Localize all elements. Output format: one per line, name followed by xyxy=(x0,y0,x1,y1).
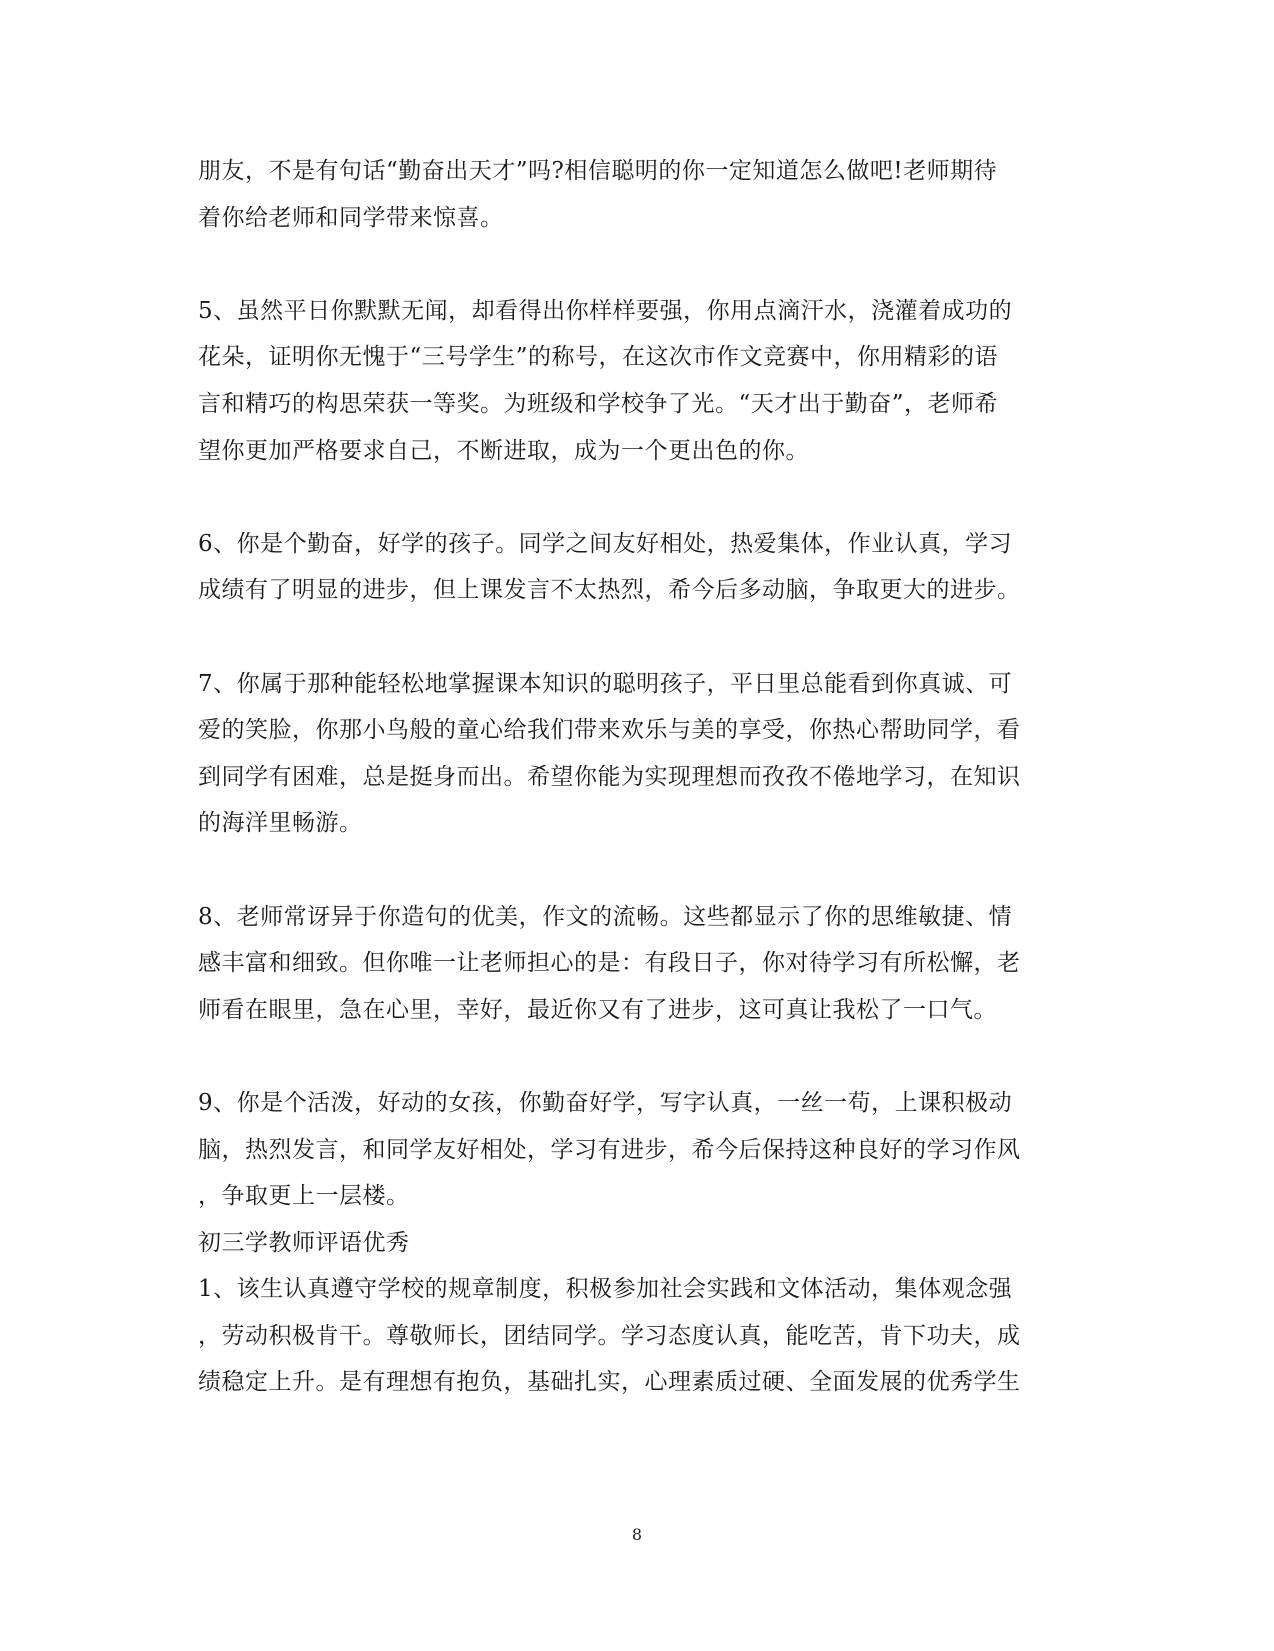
text-line: 9、你是个活泼，好动的女孩，你勤奋好学，写字认真，一丝一苟，上课积极动 xyxy=(198,1090,1013,1116)
text-line: 脑，热烈发言，和同学友好相处，学习有进步，希今后保持这种良好的学习作风 xyxy=(198,1137,1021,1163)
text-line: 望你更加严格要求自己，不断进取，成为一个更出色的你。 xyxy=(198,438,809,464)
text-line: ，争取更上一层楼。 xyxy=(198,1183,410,1209)
text-line: ，劳动积极肯干。尊敬师长，团结同学。学习态度认真，能吃苦，肯下功夫，成 xyxy=(198,1323,1021,1349)
text-line: 绩稳定上升。是有理想有抱负，基础扎实，心理素质过硬、全面发展的优秀学生 xyxy=(198,1369,1021,1395)
text-line: 到同学有困难，总是挺身而出。希望你能为实现理想而孜孜不倦地学习，在知识 xyxy=(198,764,1021,790)
text-line: 的海洋里畅游。 xyxy=(198,810,363,836)
text-line: 6、你是个勤奋，好学的孩子。同学之间友好相处，热爱集体，作业认真，学习 xyxy=(198,531,1013,557)
text-line: 8、老师常讶异于你造句的优美，作文的流畅。这些都显示了你的思维敏捷、情 xyxy=(198,904,1013,930)
section-heading: 初三学教师评语优秀 xyxy=(198,1230,410,1256)
text-line: 感丰富和细致。但你唯一让老师担心的是：有段日子，你对待学习有所松懈，老 xyxy=(198,950,1021,976)
text-line: 言和精巧的构思荣获一等奖。为班级和学校争了光。“天才出于勤奋”，老师希 xyxy=(198,391,999,417)
text-line: 成绩有了明显的进步，但上课发言不太热烈，希今后多动脑，争取更大的进步。 xyxy=(198,577,1021,603)
text-line: 爱的笑脸，你那小鸟般的童心给我们带来欢乐与美的享受，你热心帮助同学，看 xyxy=(198,717,1021,743)
text-line: 朋友，不是有句话“勤奋出天才”吗?相信聪明的你一定知道怎么做吧!老师期待 xyxy=(198,158,998,184)
text-line: 着你给老师和同学带来惊喜。 xyxy=(198,205,504,231)
text-line: 师看在眼里，急在心里，幸好，最近你又有了进步，这可真让我松了一口气。 xyxy=(198,997,997,1023)
text-line: 花朵，证明你无愧于“三号学生”的称号，在这次市作文竞赛中，你用精彩的语 xyxy=(198,344,999,370)
text-line: 7、你属于那种能轻松地掌握课本知识的聪明孩子，平日里总能看到你真诚、可 xyxy=(198,671,1013,697)
page-number: 8 xyxy=(631,1525,643,1544)
text-line: 5、虽然平日你默默无闻，却看得出你样样要强，你用点滴汗水，浇灌着成功的 xyxy=(198,298,1013,324)
text-line: 1、该生认真遵守学校的规章制度，积极参加社会实践和文体活动，集体观念强 xyxy=(198,1276,1013,1302)
